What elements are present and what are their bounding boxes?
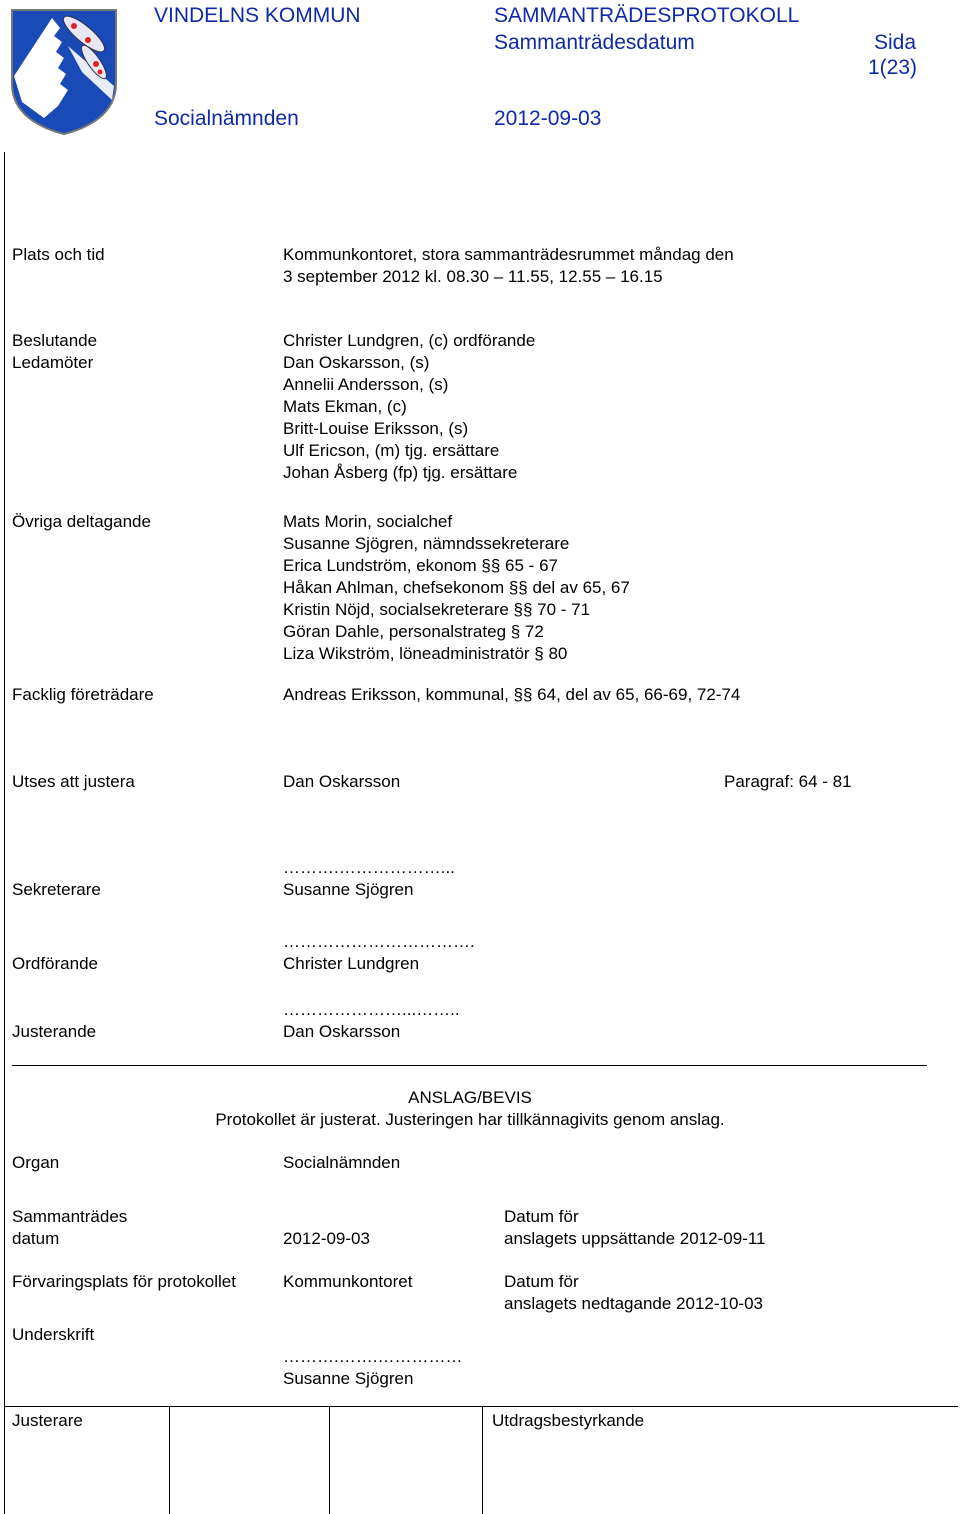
adjusters-footer-label: Justerare — [12, 1411, 83, 1430]
participant-item: Göran Dahle, personalstrateg § 72 — [283, 622, 544, 641]
meeting-date: 2012-09-03 — [494, 107, 602, 130]
place-value — [283, 244, 734, 288]
label-line: Datum för — [504, 1207, 579, 1226]
meeting-date-notice-value: 2012-09-03 — [283, 1229, 370, 1248]
page-number: 1(23) — [868, 56, 918, 79]
organ-label: Organ — [12, 1153, 60, 1172]
signature-label: Underskrift — [12, 1325, 95, 1344]
chair-signature-line: ……………………………. — [283, 932, 475, 951]
others-label: Övriga deltagande — [12, 512, 151, 531]
adjusting-signature-line: …………………...…….. — [283, 1000, 460, 1019]
body-name: Socialnämnden — [154, 107, 299, 130]
posting-date — [504, 1206, 766, 1250]
union-value: Andreas Eriksson, kommunal, §§ 64, del av 65, 66-69, 72-74 — [283, 685, 741, 704]
removal-date — [504, 1271, 763, 1315]
others-list — [283, 511, 630, 665]
adjuster-label: Utses att justera — [12, 772, 135, 791]
member-item: Mats Ekman, (c) — [283, 397, 407, 416]
chair-label: Ordförande — [12, 954, 98, 973]
secretary-signature-line: ……….………………... — [283, 858, 455, 877]
adjusting-label: Justerande — [12, 1022, 97, 1041]
meeting-date-label: Sammanträdesdatum — [494, 31, 695, 54]
participant-item: Liza Wikström, löneadministratör § 80 — [283, 644, 568, 663]
member-item: Ulf Ericson, (m) tjg. ersättare — [283, 441, 500, 460]
place-label: Plats och tid — [12, 245, 105, 264]
footer-divider-3 — [482, 1406, 483, 1514]
secretary-name: Susanne Sjögren — [283, 880, 414, 899]
members-list — [283, 330, 535, 484]
notice-signature-name: Susanne Sjögren — [283, 1369, 414, 1388]
label-line: Datum för — [504, 1272, 579, 1291]
paragraphs: Paragraf: 64 - 81 — [724, 772, 852, 791]
notice-signature-line: ……….…….…………… — [283, 1347, 463, 1366]
members-label — [12, 330, 97, 374]
participant-item: Erica Lundström, ekonom §§ 65 - 67 — [283, 556, 558, 575]
notice-text: Protokollet är justerat. Justeringen har tillkännagivits genom anslag. — [215, 1110, 725, 1129]
left-border-line — [4, 152, 5, 1514]
page-label: Sida — [874, 31, 917, 54]
member-item: Annelii Andersson, (s) — [283, 375, 449, 394]
place-line: Kommunkontoret, stora sammanträdesrummet måndag den — [283, 245, 734, 264]
meeting-date-notice-label — [12, 1206, 127, 1250]
secretary-label: Sekreterare — [12, 880, 101, 899]
label-line: Sammanträdes — [12, 1207, 128, 1226]
members-label-line: Beslutande — [12, 331, 98, 350]
footer-divider-2 — [329, 1406, 330, 1514]
label-line: anslagets uppsättande 2012-09-11 — [504, 1229, 766, 1248]
participant-item: Håkan Ahlman, chefsekonom §§ del av 65, 67 — [283, 578, 630, 597]
footer-divider-1 — [169, 1406, 170, 1514]
members-label-line: Ledamöter — [12, 353, 94, 372]
participant-item: Kristin Nöjd, socialsekreterare §§ 70 - 71 — [283, 600, 591, 619]
footer-top-line — [4, 1406, 958, 1407]
municipality-name: VINDELNS KOMMUN — [154, 4, 361, 27]
storage-label: Förvaringsplats för protokollet — [12, 1272, 236, 1291]
extract-certification-label: Utdragsbestyrkande — [492, 1411, 645, 1430]
adjuster-value: Dan Oskarsson — [283, 772, 401, 791]
participant-item: Susanne Sjögren, nämndssekreterare — [283, 534, 570, 553]
organ-value: Socialnämnden — [283, 1153, 401, 1172]
document-type: SAMMANTRÄDESPROTOKOLL — [494, 4, 800, 27]
member-item: Britt-Louise Eriksson, (s) — [283, 419, 469, 438]
label-line: datum — [12, 1229, 60, 1248]
member-item: Christer Lundgren, (c) ordförande — [283, 331, 536, 350]
storage-value: Kommunkontoret — [283, 1272, 413, 1291]
coat-of-arms-logo — [8, 6, 120, 136]
member-item: Johan Åsberg (fp) tjg. ersättare — [283, 463, 518, 482]
union-label: Facklig företrädare — [12, 685, 154, 704]
notice-divider — [12, 1065, 927, 1066]
notice-heading: ANSLAG/BEVIS — [408, 1088, 532, 1107]
participant-item: Mats Morin, socialchef — [283, 512, 453, 531]
member-item: Dan Oskarsson, (s) — [283, 353, 430, 372]
chair-name: Christer Lundgren — [283, 954, 420, 973]
label-line: anslagets nedtagande 2012-10-03 — [504, 1294, 763, 1313]
adjusting-name: Dan Oskarsson — [283, 1022, 401, 1041]
place-line: 3 september 2012 kl. 08.30 – 11.55, 12.55 – 16.15 — [283, 267, 663, 286]
